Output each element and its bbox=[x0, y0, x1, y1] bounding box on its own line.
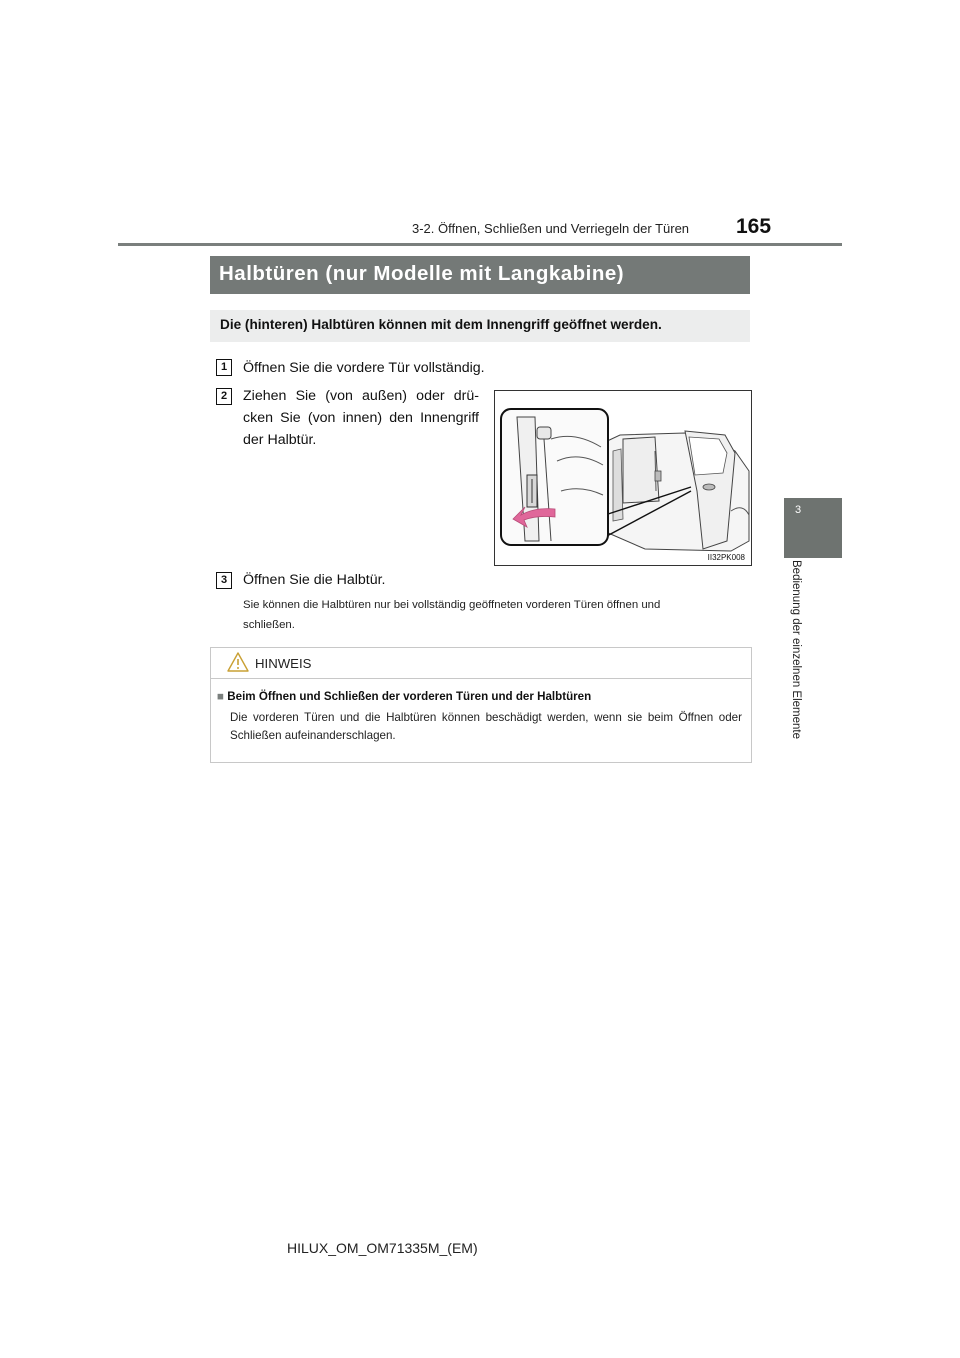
notice-header bbox=[211, 648, 751, 679]
step-number-1: 1 bbox=[216, 359, 232, 376]
notice-box bbox=[210, 647, 752, 763]
chapter-title: Bedienung der einzelnen Elemente bbox=[790, 560, 802, 740]
notice-heading: HINWEIS bbox=[255, 656, 312, 671]
notice-subheading: Beim Öffnen und Schließen der vorderen Türen und der Halbtüren bbox=[227, 690, 592, 703]
title-bar bbox=[210, 256, 750, 294]
notice-body: Die vorderen Türen und die Halbtüren können beschädigt werden, wenn sie beim Öffnen oder Schließen aufeinanderschlagen. bbox=[230, 711, 742, 742]
section-heading: 3-2. Öffnen, Schließen und Verriegeln der Türen bbox=[412, 221, 690, 236]
square-bullet-icon: ■ bbox=[217, 690, 225, 703]
page-title: Halbtüren (nur Modelle mit Langkabine) bbox=[219, 262, 625, 285]
step-1-text: Öffnen Sie die vordere Tür vollständig. bbox=[243, 360, 485, 376]
step-3-note bbox=[243, 595, 750, 635]
footer-code: HILUX_OM_OM71335M_(EM) bbox=[287, 1240, 478, 1256]
page-number: 165 bbox=[736, 215, 772, 238]
step-3-text: Öffnen Sie die Halbtür. bbox=[243, 572, 386, 588]
door-handle-figure bbox=[494, 390, 752, 566]
step-number-3: 3 bbox=[216, 572, 232, 589]
step-2-line: cken Sie (von innen) den Innengriff bbox=[243, 410, 479, 426]
header-rule bbox=[118, 243, 842, 246]
step-2-text bbox=[243, 385, 479, 451]
intro-text: Die (hinteren) Halbtüren können mit dem Innengriff geöffnet werden. bbox=[220, 317, 662, 332]
door-handle-illustration bbox=[495, 391, 751, 565]
step-3-note-line: Sie können die Halbtüren nur bei vollständig geöffneten vorderen Türen öffnen und bbox=[243, 599, 661, 611]
warning-triangle-icon bbox=[227, 651, 249, 673]
intro-box bbox=[210, 310, 750, 342]
step-number-2: 2 bbox=[216, 388, 232, 405]
figure-code: II32PK008 bbox=[707, 553, 745, 562]
step-2-line: der Halbtür. bbox=[243, 432, 317, 448]
step-3-note-line: schließen. bbox=[243, 619, 295, 631]
step-2-line: Ziehen Sie (von außen) oder drü- bbox=[243, 388, 479, 404]
chapter-number: 3 bbox=[795, 504, 802, 516]
chapter-tab bbox=[784, 498, 842, 558]
notice-subheading-row bbox=[217, 690, 591, 703]
